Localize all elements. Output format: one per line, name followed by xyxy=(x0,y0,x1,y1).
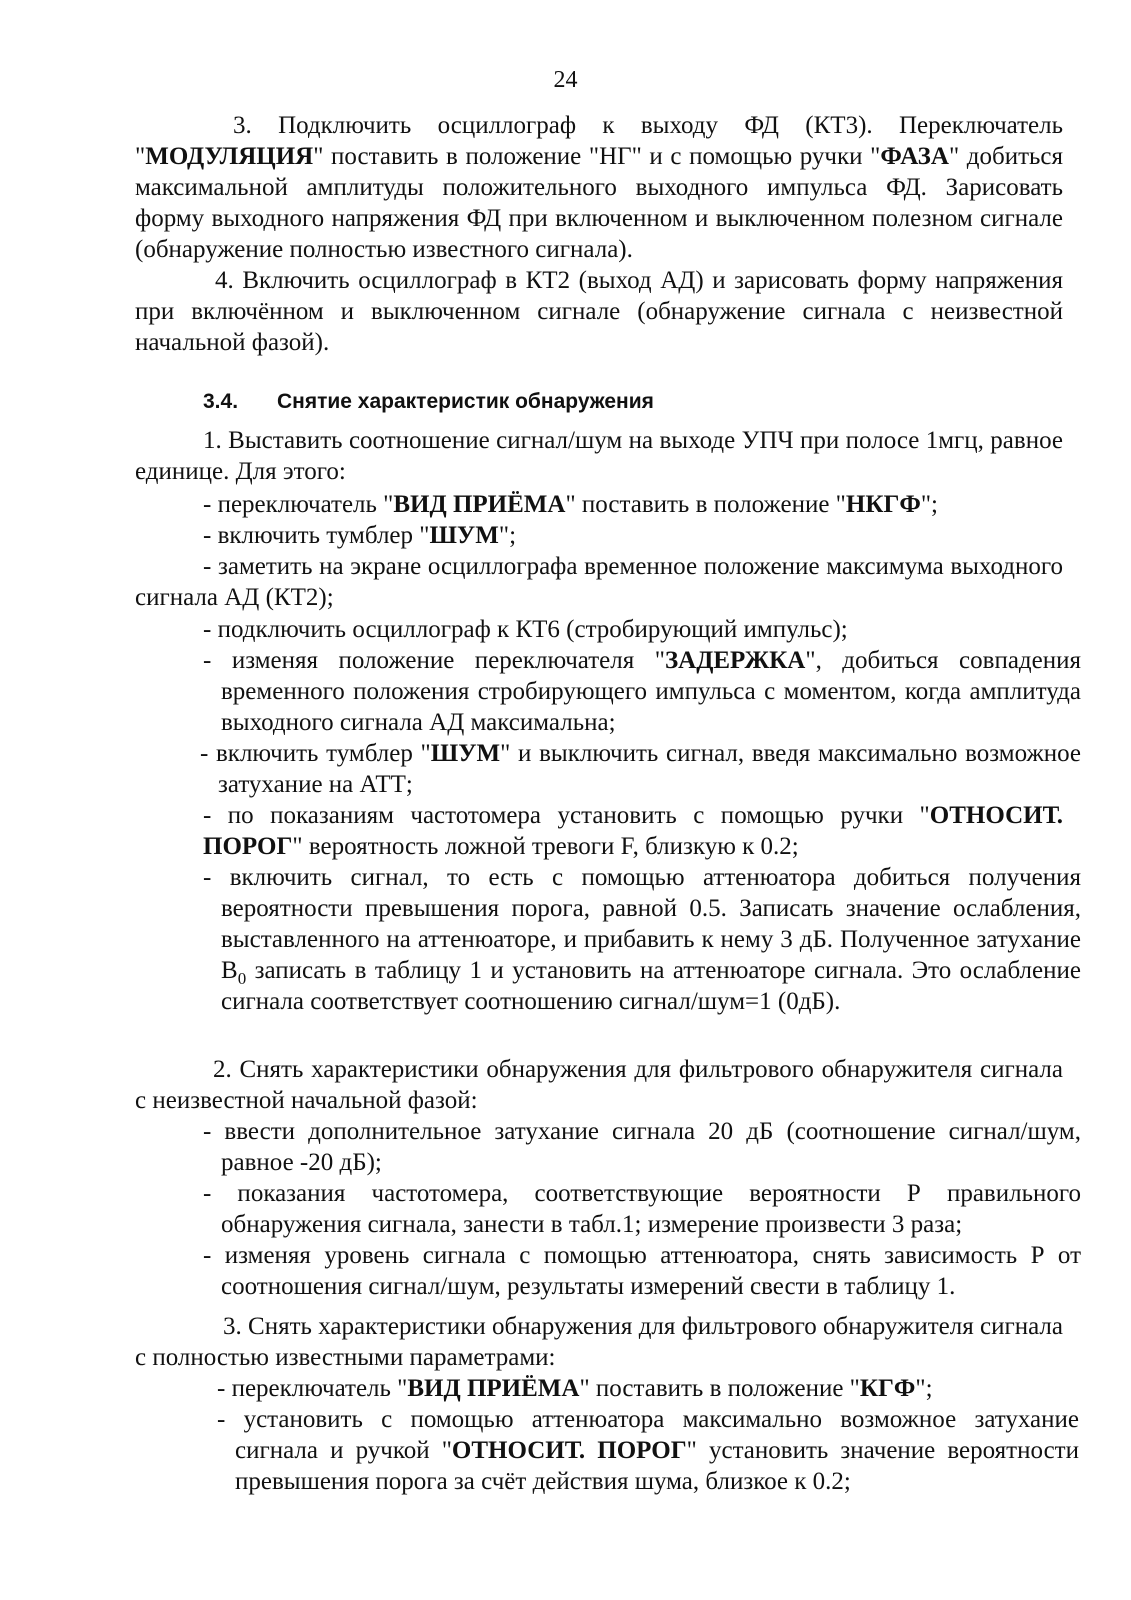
step-3-bullet-threshold: - установить с помощью аттенюатора максимально возможное затухание сигнала и ручкой "ОТНОСИТ. ПОРОГ" установить значение вероятности превышения порога за счёт действия шума, близкое к 0.2; xyxy=(217,1406,1079,1495)
step-1-bullet-delay-switch: - изменяя положение переключателя "ЗАДЕРЖКА", добиться совпадения временного положения стробирующего импульса с моментом, когда амплитуда выходного сигнала АД максимальна; xyxy=(203,647,1081,736)
paragraph-item-4-oscilloscope-kt2: 4. Включить осциллограф в КТ2 (выход АД) и зарисовать форму напряжения при включённом и выключенном сигнале (обнаружение сигнала с неизвестной начальной фазой). xyxy=(135,267,1063,356)
section-heading xyxy=(203,389,654,415)
page-number: 24 xyxy=(553,67,578,93)
step-1-bullet-threshold: - по показаниям частотомера установить с помощью ручки "ОТНОСИТ. ПОРОГ" вероятность ложной тревоги F, близкую к 0.2; xyxy=(203,802,1063,860)
control-name-modulation: МОДУЛЯЦИЯ xyxy=(145,143,314,170)
step-1-bullet-noise-signal-off: - включить тумблер "ШУМ" и выключить сигнал, введя максимально возможное затухание на АТТ; xyxy=(200,740,1081,798)
step-1-bullet-noise-toggle: - включить тумблер "ШУМ"; xyxy=(203,522,517,549)
section-title: Снятие характеристик обнаружения xyxy=(277,390,654,413)
step-1-bullet-enable-signal: - включить сигнал, то есть с помощью аттенюатора добиться получения вероятности превышения порога, равной 0.5. Записать значение ослабления, выставленного на аттенюаторе, и прибавить к нему 3 дБ. Полученное затухание $В_0$ записать в таблицу 1 и установить на аттенюаторе сигнала. Это ослабление сигнала соответствует соотношению сигнал/шум=1 (0дБ). xyxy=(203,864,1081,1015)
step-3-bullet-receive-mode: - переключатель "ВИД ПРИЁМА" поставить в положение "КГФ"; xyxy=(217,1375,933,1402)
step-1-bullet-note-max-position: - заметить на экране осциллографа временное положение максимума выходного сигнала АД (КТ2); xyxy=(135,553,1063,611)
paragraph-item-3-oscilloscope-fd: 3. Подключить осциллограф к выходу ФД (КТ3). Переключатель "МОДУЛЯЦИЯ" поставить в положение "НГ" и с помощью ручки "ФАЗА" добиться максимальной амплитуды положительного выходного импульса ФД. Зарисовать форму выходного напряжения ФД при включенном и выключенном полезном сигнале (обнаружение полностью известного сигнала). xyxy=(135,112,1063,263)
step-3-intro: 3. Снять характеристики обнаружения для фильтрового обнаружителя сигнала с полностью известными параметрами: xyxy=(135,1313,1063,1371)
section-number: 3.4. xyxy=(203,390,239,413)
step-2-bullet-frequency-readings: - показания частотомера, соответствующие вероятности Р правильного обнаружения сигнала, занести в табл.1; измерение произвести 3 раза; xyxy=(203,1180,1081,1238)
step-2-intro: 2. Снять характеристики обнаружения для фильтрового обнаружителя сигнала с неизвестной начальной фазой: xyxy=(135,1056,1063,1114)
control-name-phase: ФАЗА xyxy=(880,143,949,170)
step-2-bullet-extra-attenuation: - ввести дополнительное затухание сигнала 20 дБ (соотношение сигнал/шум, равное -20 дБ); xyxy=(203,1118,1081,1176)
step-1-intro: 1. Выставить соотношение сигнал/шум на выходе УПЧ при полосе 1мгц, равное единице. Для этого: xyxy=(135,427,1063,485)
step-1-bullet-receive-mode: - переключатель "ВИД ПРИЁМА" поставить в положение "НКГФ"; xyxy=(203,491,938,518)
step-1-bullet-connect-kt6: - подключить осциллограф к КТ6 (стробирующий импульс); xyxy=(203,616,848,643)
step-2-bullet-signal-level: - изменяя уровень сигнала с помощью аттенюатора, снять зависимость Р от соотношения сигнал/шум, результаты измерений свести в таблицу 1. xyxy=(203,1242,1081,1300)
